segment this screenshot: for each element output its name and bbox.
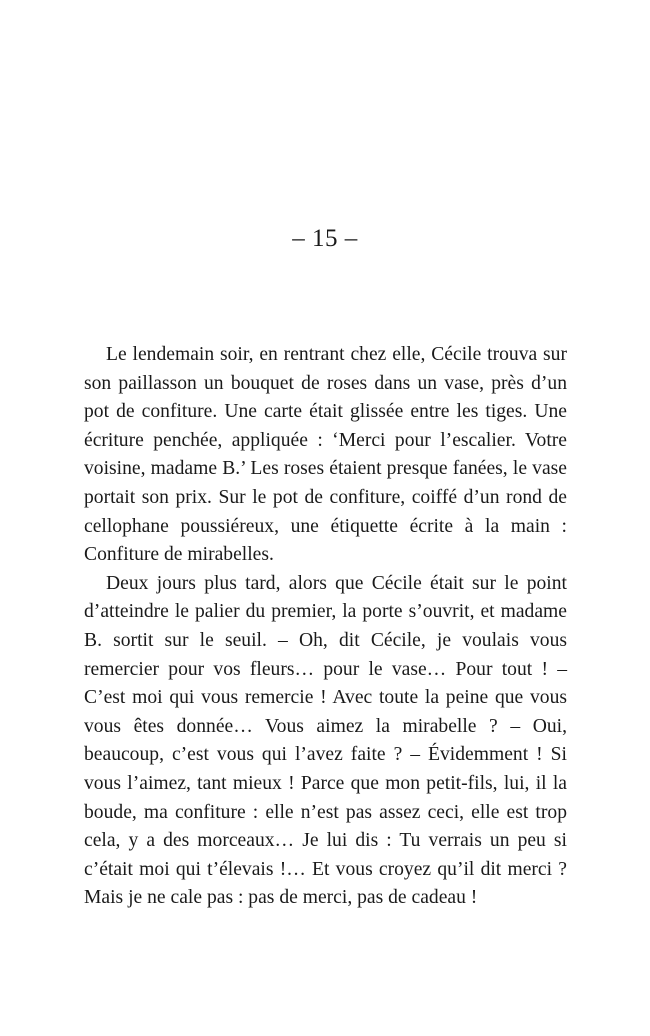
- chapter-body: [84, 341, 567, 913]
- paragraph-2: Deux jours plus tard, alors que Cécile était sur le point d’atteindre le palier du premier, la porte s’ouvrit, et madame B. sortit sur le seuil. – Oh, dit Cécile, je voulais vous remercier pour vos fleurs… pour le vase… Pour tout ! – C’est moi qui vous remercie ! Avec toute la peine que vous vous êtes donnée… Vous aimez la mirabelle ? – Oui, beaucoup, c’est vous qui l’avez faite ? – Évidemment ! Si vous l’aimez, tant mieux ! Parce que mon petit-fils, lui, il la boude, ma confiture : elle n’est pas assez ceci, elle est trop cela, y a des morceaux… Je lui dis : Tu verrais un peu si c’était moi qui t’élevais !… Et vous croyez qu’il dit merci ? Mais je ne cale pas : pas de merci, pas de cadeau !: [84, 572, 567, 909]
- paragraph-1: Le lendemain soir, en rentrant chez elle, Cécile trouva sur son paillasson un bouquet de roses dans un vase, près d’un pot de confiture. Une carte était glissée entre les tiges. Une écriture penchée, appliquée : ‘Merci pour l’escalier. Votre voisine, madame B.’ Les roses étaient presque fanées, le vase portait son prix. Sur le pot de confiture, coiffé d’un rond de cellophane poussiéreux, une étiquette écrite à la main : Confiture de mirabelles.: [84, 344, 567, 566]
- chapter-number: – 15 –: [292, 225, 358, 252]
